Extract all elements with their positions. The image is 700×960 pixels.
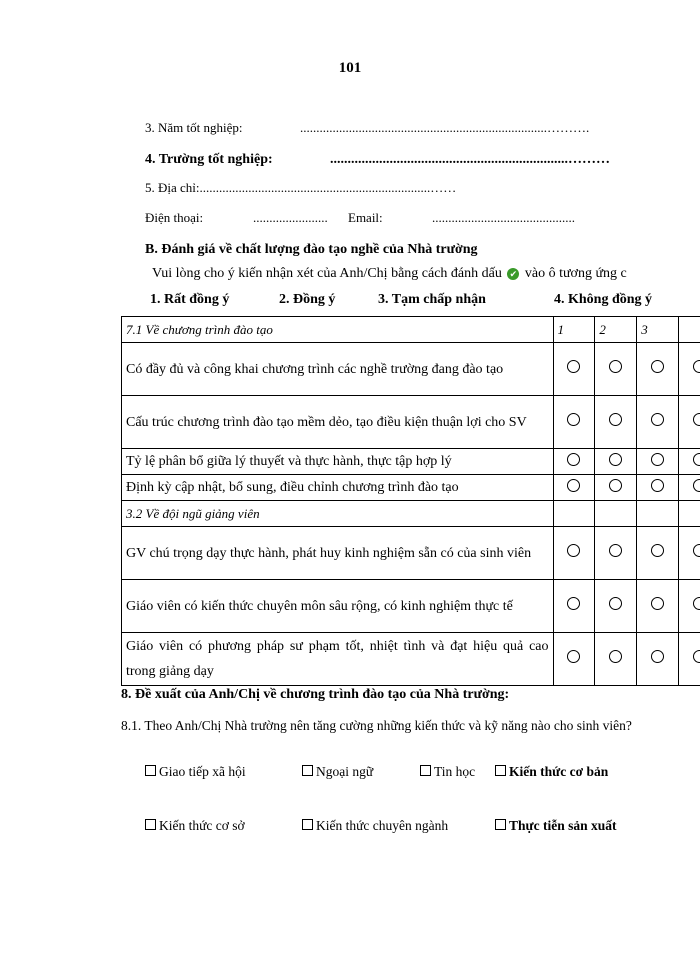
rating-radio-2[interactable] (609, 413, 622, 426)
phone-dots: ....................... (253, 210, 328, 225)
rating-radio-2[interactable] (609, 453, 622, 466)
question-text: Có đầy đủ và công khai chương trình các nghề trường đang đào tạo (122, 343, 554, 396)
rating-radio-1[interactable] (567, 650, 580, 663)
option-label: Ngoại ngữ (316, 764, 374, 779)
table-row (122, 343, 700, 396)
section-8-title: 8. Đề xuất của Anh/Chị về chương trình đào tạo của Nhà trường: (121, 687, 510, 702)
graduation-year-label: 3. Năm tốt nghiệp: (145, 120, 243, 135)
rating-radio-1[interactable] (567, 597, 580, 610)
address-dots: .......................................................................…… (199, 180, 457, 195)
option-foundational-knowledge[interactable] (145, 818, 245, 834)
section-b-title: B. Đánh giá về chất lượng đào tạo nghề của Nhà trường (145, 242, 478, 257)
phone-label: Điện thoại: (145, 210, 204, 225)
rating-radio-4[interactable] (693, 413, 700, 426)
rating-radio-1[interactable] (567, 413, 580, 426)
address-label: 5. Địa chỉ: (145, 180, 200, 195)
option-label: Tin học (434, 764, 476, 779)
question-text: GV chú trọng dạy thực hành, phát huy kinh nghiệm sẵn có của sinh viên (122, 527, 554, 580)
option-label: Kiến thức chuyên ngành (316, 818, 449, 833)
option-specialized-knowledge[interactable] (302, 818, 448, 834)
rating-radio-3[interactable] (651, 650, 664, 663)
page-number: 101 (338, 60, 362, 76)
contact-field (145, 210, 575, 226)
option-production-practice[interactable] (495, 818, 617, 834)
option-label: Giao tiếp xã hội (159, 764, 246, 779)
column-header: 2 (595, 317, 637, 343)
option-label: Kiến thức cơ sở (159, 818, 245, 833)
table-row (122, 633, 700, 686)
option-label: Kiến thức cơ bản (509, 764, 609, 779)
rating-radio-1[interactable] (567, 544, 580, 557)
rating-radio-2[interactable] (609, 597, 622, 610)
rating-table (121, 316, 700, 686)
option-basic-knowledge[interactable] (495, 764, 608, 780)
rating-radio-1[interactable] (567, 360, 580, 373)
instruction-text: Vui lòng cho ý kiến nhận xét của Anh/Chị bằng cách đánh dấu (152, 266, 502, 281)
group-heading-row (122, 501, 700, 527)
checkmark-icon: ✔ (507, 268, 519, 280)
table-row (122, 580, 700, 633)
rating-radio-1[interactable] (567, 453, 580, 466)
question-text: Định kỳ cập nhật, bổ sung, điều chỉnh chương trình đào tạo (122, 475, 554, 501)
question-text: Cấu trúc chương trình đào tạo mềm dẻo, tạo điều kiện thuận lợi cho SV (122, 396, 554, 449)
rating-radio-4[interactable] (693, 544, 700, 557)
scale-option-1: 1. Rất đồng ý (150, 292, 230, 307)
column-header: 1 (553, 317, 595, 343)
scale-option-3: 3. Tạm chấp nhận (378, 292, 486, 307)
option-foreign-language[interactable] (302, 764, 373, 780)
instruction-text-end: vào ô tương ứng c (524, 266, 627, 281)
rating-radio-3[interactable] (651, 413, 664, 426)
question-text: Giáo viên có phương pháp sư phạm tốt, nhiệt tình và đạt hiệu quả cao trong giảng dạy (122, 633, 554, 686)
graduation-year-field (145, 120, 590, 136)
table-row (122, 396, 700, 449)
school-field (145, 152, 610, 168)
section-b-instruction (152, 266, 627, 282)
rating-radio-2[interactable] (609, 544, 622, 557)
group-heading: 3.2 Về đội ngũ giảng viên (122, 501, 554, 527)
rating-radio-2[interactable] (609, 650, 622, 663)
question-text: Giáo viên có kiến thức chuyên môn sâu rộng, có kinh nghiệm thực tế (122, 580, 554, 633)
rating-radio-3[interactable] (651, 453, 664, 466)
table-row (122, 527, 700, 580)
rating-radio-3[interactable] (651, 360, 664, 373)
table-row (122, 475, 700, 501)
rating-radio-4[interactable] (693, 650, 700, 663)
checkbox[interactable] (145, 819, 156, 830)
rating-radio-2[interactable] (609, 360, 622, 373)
question-text: Tỷ lệ phân bổ giữa lý thuyết và thực hành, thực tập hợp lý (122, 449, 554, 475)
option-informatics[interactable] (420, 764, 475, 780)
rating-radio-3[interactable] (651, 544, 664, 557)
rating-radio-3[interactable] (651, 479, 664, 492)
column-header: 3 (637, 317, 679, 343)
question-8-1: 8.1. Theo Anh/Chị Nhà trường nên tăng cường những kiến thức và kỹ năng nào cho sinh viên? (121, 718, 632, 733)
checkbox[interactable] (302, 819, 313, 830)
checkbox[interactable] (420, 765, 431, 776)
rating-radio-4[interactable] (693, 453, 700, 466)
checkbox[interactable] (495, 765, 506, 776)
group-heading: 7.1 Về chương trình đào tạo (122, 317, 554, 343)
checkbox[interactable] (145, 765, 156, 776)
option-social-communication[interactable] (145, 764, 246, 780)
checkbox[interactable] (495, 819, 506, 830)
rating-radio-4[interactable] (693, 597, 700, 610)
email-label: Email: (348, 210, 383, 225)
school-label: 4. Trường tốt nghiệp: (145, 152, 273, 167)
group-heading-row (122, 317, 700, 343)
checkbox[interactable] (302, 765, 313, 776)
rating-radio-3[interactable] (651, 597, 664, 610)
address-field (145, 180, 456, 196)
rating-radio-1[interactable] (567, 479, 580, 492)
column-header-empty (679, 317, 700, 343)
email-dots: ............................................ (432, 210, 575, 225)
scale-option-4: 4. Không đồng ý (554, 292, 653, 307)
option-label: Thực tiễn sản xuất (509, 818, 617, 833)
school-dots: ....................................................................……… (330, 152, 610, 167)
scale-option-2: 2. Đồng ý (279, 292, 336, 307)
table-row (122, 449, 700, 475)
rating-radio-2[interactable] (609, 479, 622, 492)
rating-radio-4[interactable] (693, 360, 700, 373)
graduation-year-dots: ............................................................................………. (300, 120, 590, 135)
rating-radio-4[interactable] (693, 479, 700, 492)
